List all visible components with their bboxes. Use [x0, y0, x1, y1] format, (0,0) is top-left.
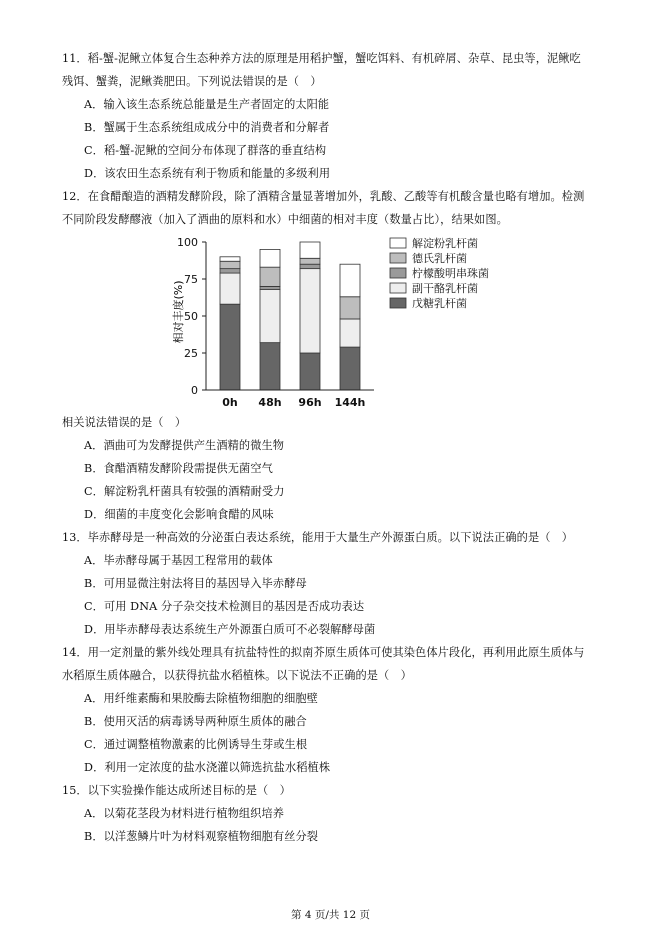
q11-stem-line2: 残饵、蟹粪，泥鳅粪肥田。下列说法错误的是（ ）	[62, 75, 322, 88]
q13-option-d: D．用毕赤酵母表达系统生产外源蛋白质可不必裂解酵母菌	[84, 623, 376, 636]
q13-stem: 13．毕赤酵母是一种高效的分泌蛋白表达系统，能用于大量生产外源蛋白质。以下说法正确的是（ ）	[62, 531, 574, 544]
bar-segment	[300, 269, 320, 353]
q13-option-b: B．可用显微注射法将目的基因导入毕赤酵母	[84, 577, 307, 590]
legend-label: 副干酪乳杆菌	[412, 282, 478, 295]
q12-after-chart: 相关说法错误的是（ ）	[62, 416, 187, 429]
q13-option-c: C．可用 DNA 分子杂交技术检测目的基因是否成功表达	[84, 600, 365, 613]
bar-segment	[340, 264, 360, 297]
bar-segment	[260, 343, 280, 390]
bar-segment	[340, 319, 360, 347]
q14-option-a: A．用纤维素酶和果胶酶去除植物细胞的细胞壁	[84, 692, 318, 705]
bar-segment	[300, 258, 320, 264]
q15-option-a: A．以菊花茎段为材料进行植物组织培养	[84, 807, 285, 820]
y-tick-label: 100	[177, 236, 198, 249]
bar-segment	[260, 249, 280, 267]
bar-segment	[340, 297, 360, 319]
bar-segment	[260, 267, 280, 286]
legend-label: 戊糖乳杆菌	[412, 297, 467, 310]
bar-segment	[300, 242, 320, 258]
bar-segment	[340, 347, 360, 390]
legend-swatch	[390, 283, 406, 293]
q12-option-d: D．细菌的丰度变化会影响食醋的风味	[84, 508, 274, 521]
legend-swatch	[390, 238, 406, 248]
y-tick-label: 0	[191, 384, 198, 397]
bar-segment	[260, 286, 280, 289]
x-tick-label: 0h	[222, 396, 238, 409]
y-tick-label: 50	[184, 310, 198, 323]
q15-option-b: B．以洋葱鳞片叶为材料观察植物细胞有丝分裂	[84, 830, 319, 843]
legend-label: 解淀粉乳杆菌	[412, 237, 478, 250]
bar-segment	[220, 273, 240, 304]
q12-stem-line2: 不同阶段发酵醪液（加入了酒曲的原料和水）中细菌的相对丰度（数量占比），结果如图。	[62, 213, 508, 226]
x-tick-label: 48h	[258, 396, 282, 409]
page-footer: 第 4 页/共 12 页	[291, 909, 370, 921]
bar-segment	[220, 304, 240, 390]
q11-option-d: D．该农田生态系统有利于物质和能量的多级利用	[84, 167, 331, 180]
bar-segment	[220, 257, 240, 261]
q13-option-a: A．毕赤酵母属于基因工程常用的载体	[84, 554, 273, 567]
legend-label: 德氏乳杆菌	[412, 252, 467, 265]
q14-stem-line1: 14．用一定剂量的紫外线处理具有抗盐特性的拟南芥原生质体可使其染色体片段化，再利用此原生质体与	[62, 646, 585, 659]
q12-option-c: C．解淀粉乳杆菌具有较强的酒精耐受力	[84, 485, 285, 498]
q11-stem-line1: 11．稻-蟹-泥鳅立体复合生态种养方法的原理是用稻护蟹，蟹吃饵料、有机碎屑、杂草、昆虫等，泥鳅吃	[62, 52, 581, 65]
q11-option-a: A．输入该生态系统总能量是生产者固定的太阳能	[84, 98, 330, 111]
q15-stem: 15．以下实验操作能达成所述目标的是（ ）	[62, 784, 291, 797]
q12-stem-line1: 12．在食醋酿造的酒精发酵阶段，除了酒精含量显著增加外，乳酸、乙酸等有机酸含量也略有增加。检测	[62, 190, 585, 203]
legend-label: 柠檬酸明串珠菌	[412, 267, 489, 280]
y-tick-label: 25	[184, 347, 198, 360]
q14-option-c: C．通过调整植物激素的比例诱导生芽或生根	[84, 738, 308, 751]
chart-svg	[160, 232, 500, 410]
bar-segment	[220, 269, 240, 273]
q11-option-b: B．蟹属于生态系统组成成分中的消费者和分解者	[84, 121, 330, 134]
bar-segment	[300, 353, 320, 390]
y-tick-label: 75	[184, 273, 198, 286]
bar-segment	[300, 264, 320, 268]
x-tick-label: 144h	[334, 396, 366, 409]
y-axis-label: 相对丰度(%)	[172, 280, 185, 344]
q14-stem-line2: 水稻原生质体融合，以获得抗盐水稻植株。以下说法不正确的是（ ）	[62, 669, 412, 682]
bar-segment	[260, 289, 280, 342]
q12-option-b: B．食醋酒精发酵阶段需提供无菌空气	[84, 462, 273, 475]
legend-swatch	[390, 298, 406, 308]
q11-option-c: C．稻-蟹-泥鳅的空间分布体现了群落的垂直结构	[84, 144, 327, 157]
legend-swatch	[390, 268, 406, 278]
q14-option-b: B．使用灭活的病毒诱导两种原生质体的融合	[84, 715, 307, 728]
x-tick-label: 96h	[298, 396, 322, 409]
relative-abundance-chart	[160, 232, 500, 410]
legend-swatch	[390, 253, 406, 263]
q12-option-a: A．酒曲可为发酵提供产生酒精的微生物	[84, 439, 285, 452]
bar-segment	[220, 261, 240, 268]
q14-option-d: D．利用一定浓度的盐水浇灌以筛选抗盐水稻植株	[84, 761, 331, 774]
